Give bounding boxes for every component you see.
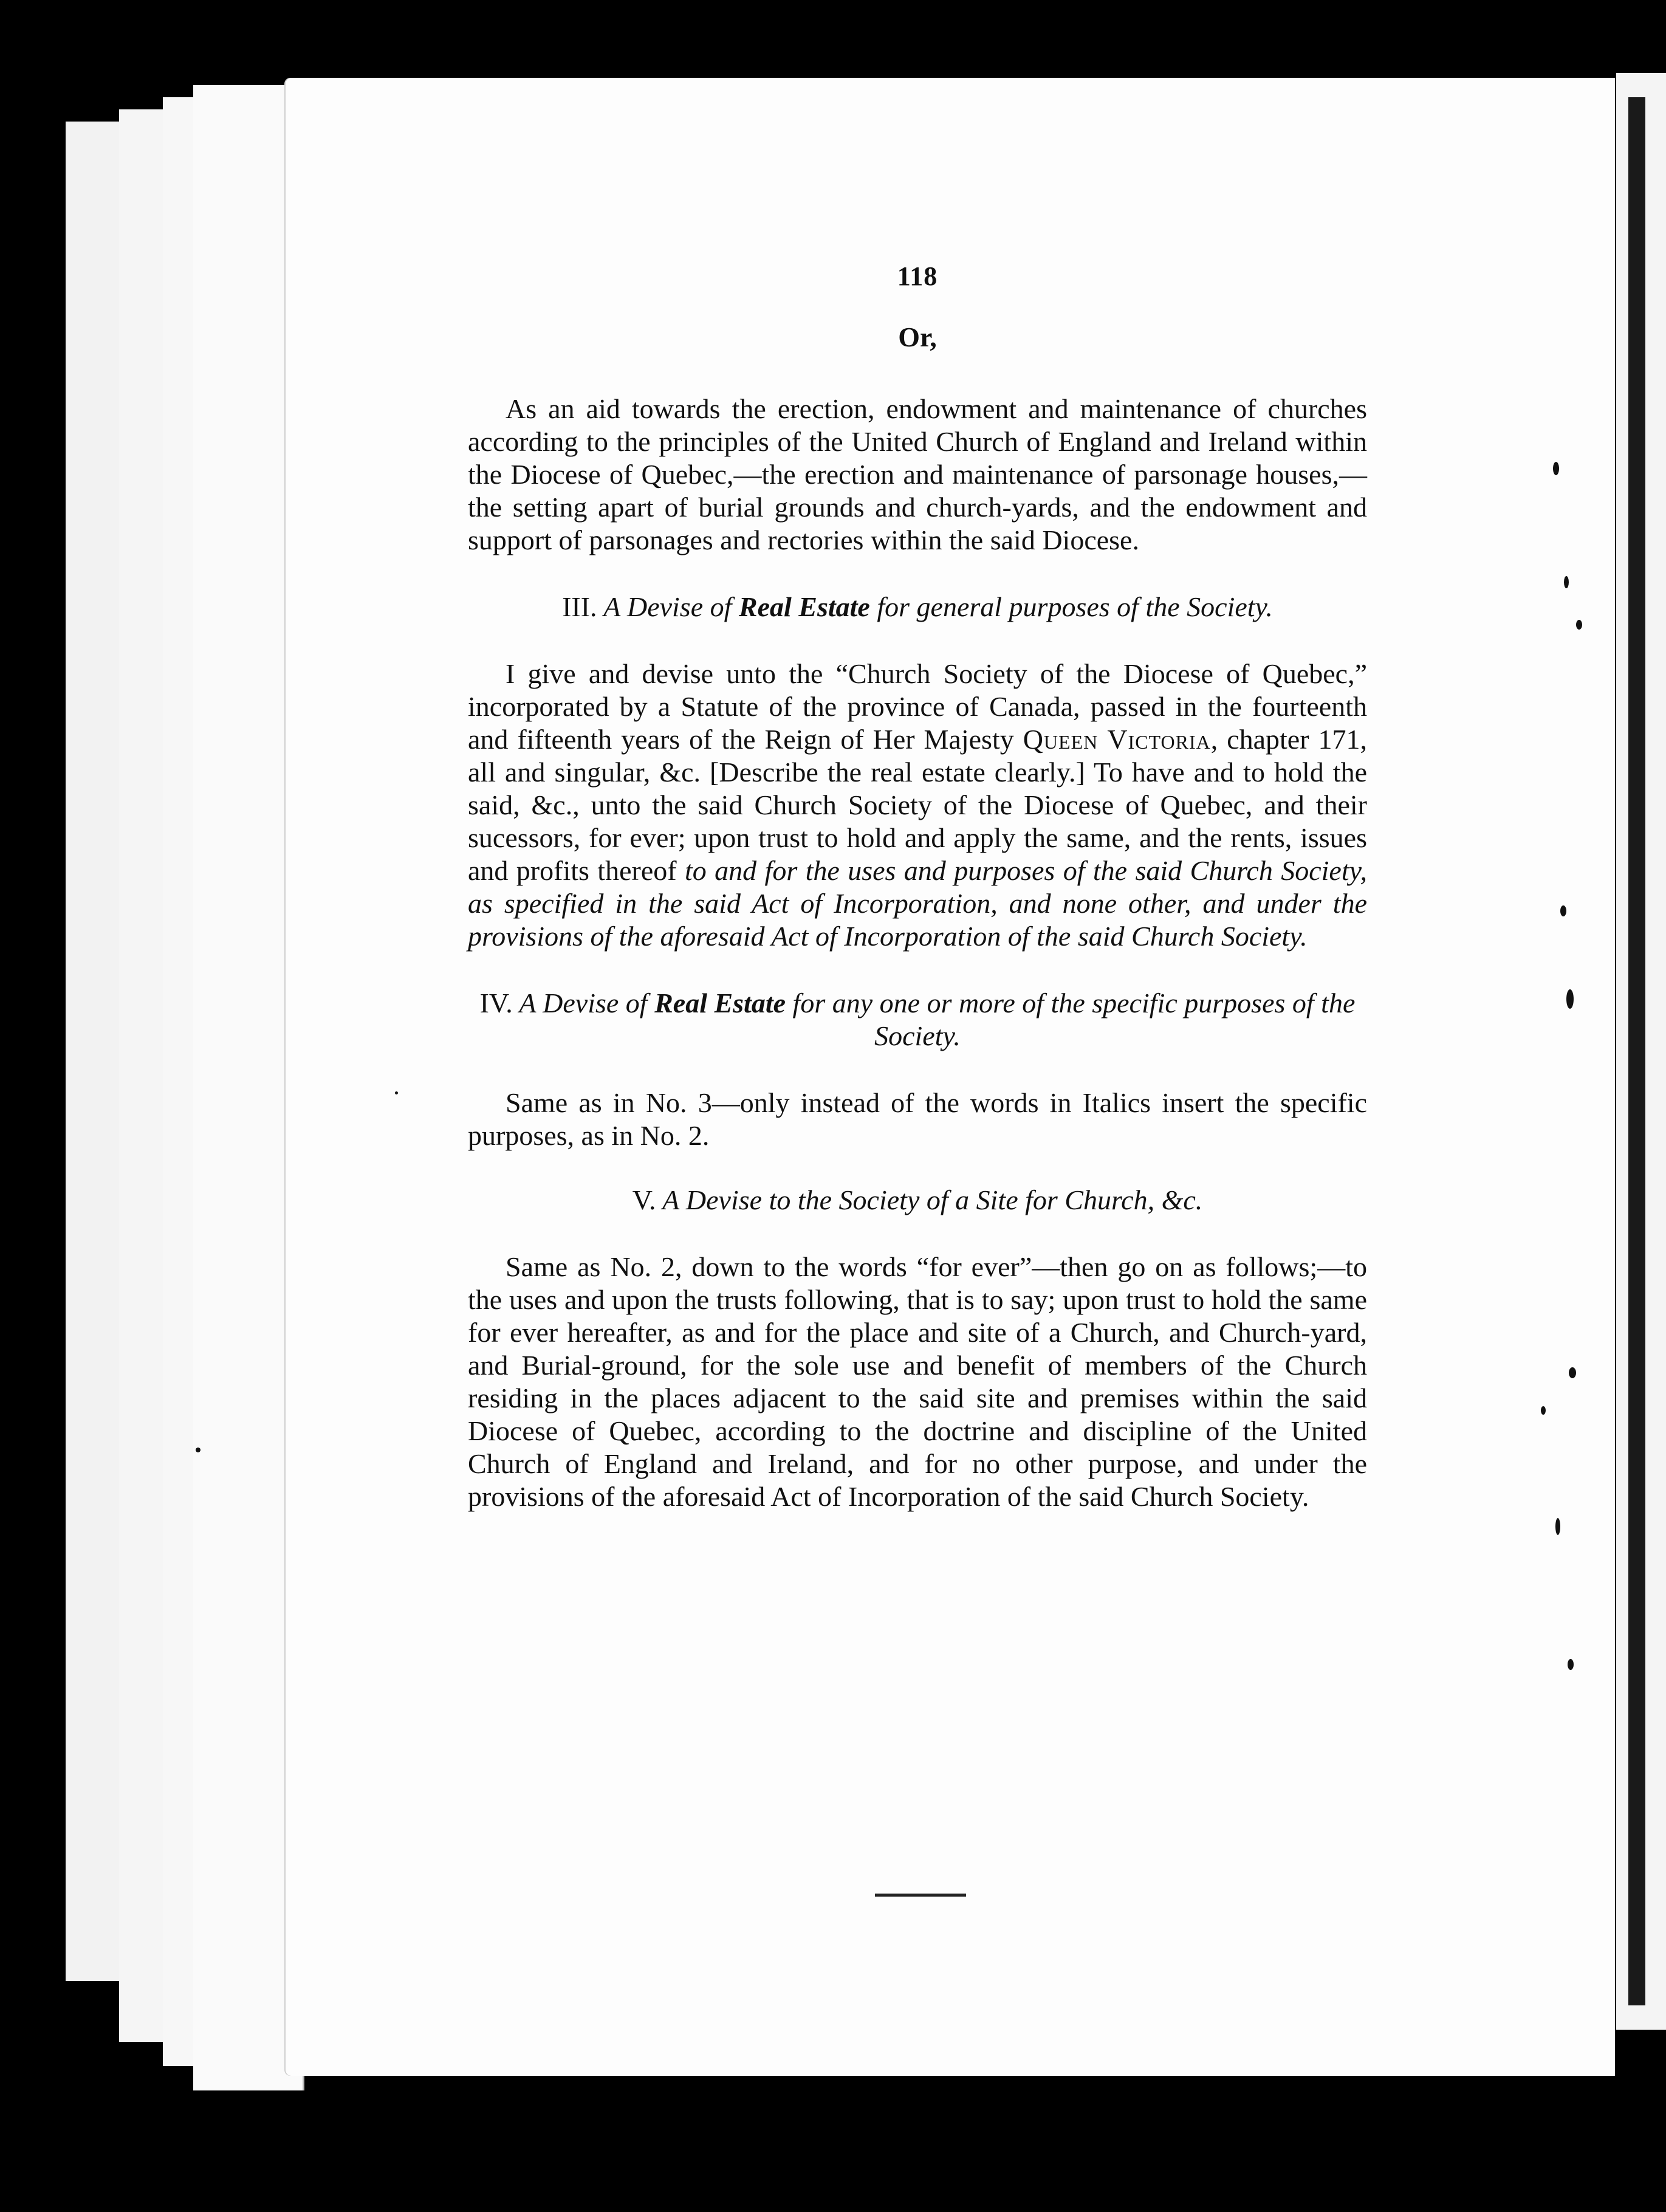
or-line: Or, (898, 321, 937, 352)
page-number: 118 (897, 261, 938, 291)
sovereign-name: Queen Victoria (1023, 724, 1211, 755)
binding-shadow (1628, 97, 1645, 2005)
scan-speck (1566, 989, 1574, 1009)
paragraph-text: , chapter 171, all and singular, &c. [Describe the real estate clearly.] To have and to hold the said, &c., unto the said Church Society of the Diocese of Quebec, and their sucessors, for ever; upon trust to hold and apply the same, and the rents, issues and profits thereof (468, 724, 1367, 886)
scan-speck (1568, 1659, 1574, 1670)
heading-text: A Devise of (519, 987, 648, 1018)
paragraph-same-as-no-3: Same as in No. 3—only instead of the words in Italics insert the specific purposes, as in No. 2. (468, 1087, 1367, 1151)
heading-text: A Devise of (603, 591, 732, 622)
scan-speck (1564, 576, 1569, 588)
heading-emphasis: Real Estate (654, 987, 786, 1018)
scan-speck (1569, 1367, 1576, 1378)
scan-speck (1541, 1406, 1546, 1415)
italic-clause: to and for the uses and purposes of the said Church Society, as specified in the said Act of Incorporation, and none other, and under the provisions of the aforesaid Act of Incorporation of the said Church Society. (468, 855, 1368, 952)
section-number: III. (562, 591, 597, 622)
scan-speck (1553, 462, 1559, 475)
scan-speck (395, 1091, 398, 1094)
paragraph-aid-towards-erection: As an aid towards the erection, endowment and maintenance of churches according to the principles of the United Church of England and Ireland within the Diocese of Quebec,—the erection and maintenance of parsonage houses,—the setting apart of burial grounds and church-yards, and the endowment and support of parsonages and rectories within the said Diocese. (468, 393, 1367, 555)
paragraph-text: I give and devise unto the “Church Society of the Diocese of Quebec,” incorporated by a Statute of the province of Canada, passed in the fourteenth and fifteenth years of the Reign of Her Majesty (468, 658, 1367, 755)
scan-speck (1560, 905, 1566, 916)
section-number: IV. (479, 987, 513, 1018)
scan-speck (1576, 620, 1582, 630)
heading-text: for general purposes of the Society. (877, 591, 1273, 622)
paragraph-site-for-church: Same as No. 2, down to the words “for ever”—then go on as follows;—to the uses and upon the trusts following, that is to say; upon trust to hold the same for ever hereafter, as and for the place and site of a Church, and Church-yard, and Burial-ground, for the sole use and benefit of members of the Church residing in the places adjacent to the said site and premises within the said Diocese of Quebec, according to the doctrine and discipline of the United Church of England and Ireland, and for no other purpose, and under the provisions of the aforesaid Act of Incorporation of the said Church Society. (468, 1251, 1367, 1512)
heading-text: A Devise to the Society of a Site for Church, &c. (662, 1184, 1203, 1215)
closing-rule (875, 1894, 966, 1897)
scan-speck (196, 1448, 201, 1452)
heading-text: for any one or more of the specific purposes of the Society. (792, 987, 1356, 1051)
paragraph-devise-general (468, 658, 1367, 953)
heading-section-v (468, 1184, 1367, 1217)
book-page (286, 78, 1615, 2076)
heading-section-iv (468, 987, 1367, 1053)
page-content (468, 260, 1367, 1545)
scan-speck (1555, 1518, 1560, 1535)
heading-section-iii (468, 591, 1367, 623)
heading-emphasis: Real Estate (738, 591, 870, 622)
section-number: V. (632, 1184, 656, 1215)
